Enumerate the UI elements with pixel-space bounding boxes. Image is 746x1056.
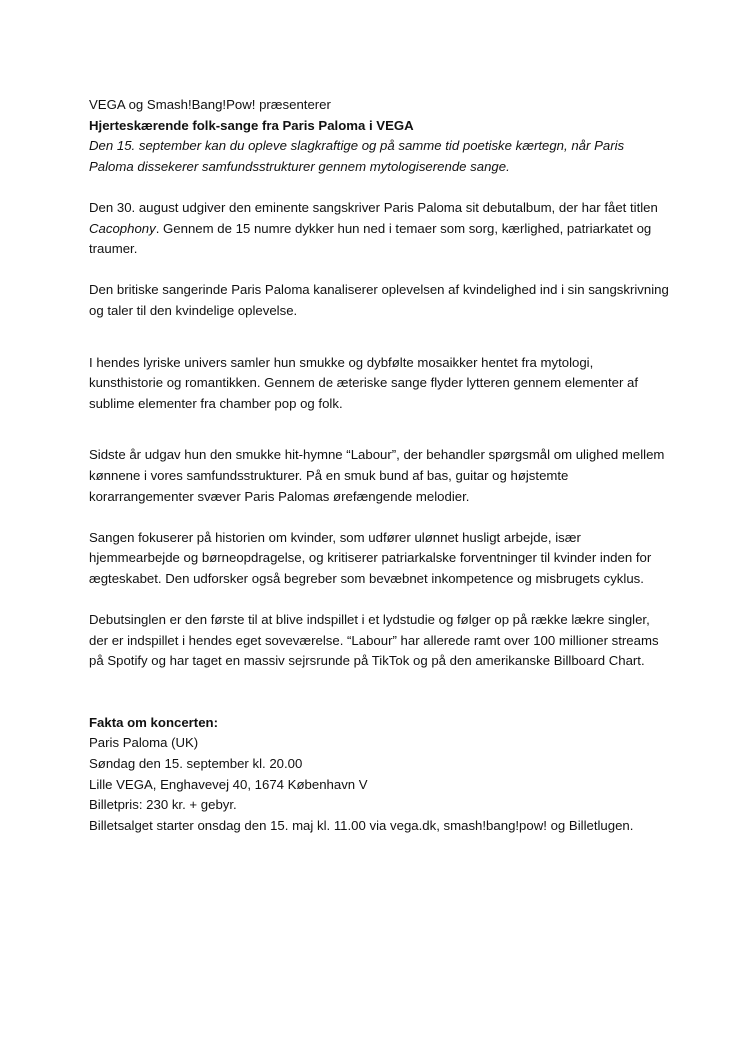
facts-ticket-sale: Billetsalget starter onsdag den 15. maj kl. 11.00 via vega.dk, smash!bang!pow! og Billetlugen. <box>89 817 634 833</box>
facts-date: Søndag den 15. september kl. 20.00 <box>89 756 303 772</box>
headline: Hjerteskærende folk-sange fra Paris Paloma i VEGA <box>89 117 414 133</box>
paragraph-universe: I hendes lyriske univers samler hun smukke og dybfølte mosaikker hentet fra mytologi, kunsthistorie og romantikken. Gennem de æteriske sange flyder lytteren gennem elementer af sublime elementer fra chamber pop og folk. <box>89 354 639 411</box>
paragraph-artist: Den britiske sangerinde Paris Paloma kanaliserer oplevelsen af kvindelighed ind i sin sangskrivning og taler til den kvindelige oplevelse. <box>89 282 669 318</box>
facts-heading: Fakta om koncerten: <box>89 714 218 730</box>
facts-price: Billetpris: 230 kr. + gebyr. <box>89 797 237 813</box>
paragraph-album-text-end: . Gennem de 15 numre dykker hun ned i temaer som sorg, kærlighed, patriarkatet og traumer. <box>89 220 652 257</box>
presenter-line: VEGA og Smash!Bang!Pow! præsenterer <box>89 97 331 112</box>
facts-artist: Paris Paloma (UK) <box>89 735 199 751</box>
paragraph-album <box>89 198 669 260</box>
album-title: Cacophony <box>89 220 156 236</box>
paragraph-debut-single: Debutsinglen er den første til at blive indspillet i et lydstudie og følger op på række lækre singler, der er indspillet i hendes eget soveværelse. “Labour” har allerede ramt over 100 millioner streams på Spotify og har taget en massiv sejrsrunde på TikTok og på den amerikanske Billboard Chart. <box>89 612 659 669</box>
lead-paragraph: Den 15. september kan du opleve slagkraftige og på samme tid poetiske kærtegn, når Paris Paloma dissekerer samfundsstrukturer gennem mytologiserende sange. <box>89 138 625 174</box>
facts-venue: Lille VEGA, Enghavevej 40, 1674 København V <box>89 776 368 792</box>
paragraph-song-themes: Sangen fokuserer på historien om kvinder, som udfører ulønnet husligt arbejde, især hjemmearbejde og børneopdragelse, og kritiserer patriarkalske forventninger til kvinder inden for ægteskabet. Den udforsker også begreber som bevæbnet inkompetence og misbrugets cyklus. <box>89 529 652 586</box>
press-release-body <box>89 95 669 836</box>
paragraph-labour: Sidste år udgav hun den smukke hit-hymne “Labour”, der behandler spørgsmål om ulighed mellem kønnene i vores samfundsstrukturer. På en smuk bund af bas, guitar og højstemte korarrangementer svæver Paris Palomas ørefængende melodier. <box>89 447 665 504</box>
paragraph-album-text-start: Den 30. august udgiver den eminente sangskriver Paris Paloma sit debutalbum, der har fået titlen <box>89 199 658 215</box>
